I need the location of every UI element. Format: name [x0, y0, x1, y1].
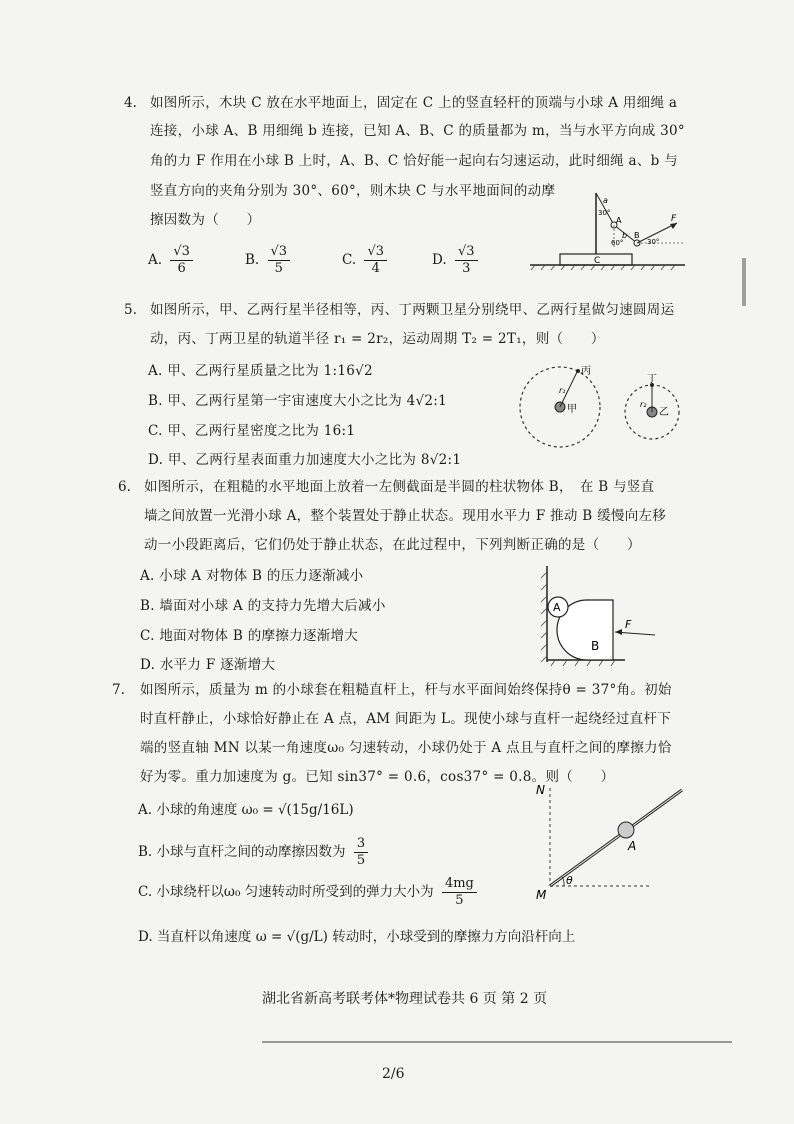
scan-artifact-mark: [742, 258, 746, 306]
q4-number: 4.: [124, 95, 137, 111]
q4-option-a: A. $\frac{√3}{6}$: [148, 244, 193, 277]
q7-option-a-expr: √(15g/16L): [277, 802, 354, 818]
q4-option-b: B. $\frac{√3}{5}$: [245, 244, 290, 277]
q5-line1: 如图所示，甲、乙两行星半径相等，丙、丁两颗卫星分别绕甲、乙两行星做匀速圆周运: [150, 302, 675, 318]
q6-option-b: B. 墙面对小球 A 的支持力先增大后减小: [140, 598, 386, 614]
q7-option-a: A. 小球的角速度 ω₀ = √(15g/16L): [138, 802, 354, 818]
q5-label-r1: r₁: [559, 386, 566, 395]
q6-figure: [535, 562, 665, 668]
q6-option-a: A. 小球 A 对物体 B 的压力逐渐减小: [140, 568, 364, 584]
q4-angle-30: 30°: [598, 209, 611, 217]
q6-label-f: F: [625, 618, 632, 631]
q4-line1: 如图所示，木块 C 放在水平地面上，固定在 C 上的竖直轻杆的顶端与小球 A 用细绳 a: [150, 95, 678, 111]
page-number: 2/6: [382, 1066, 405, 1082]
q4-label-c: C: [594, 256, 601, 266]
q7-label-theta: θ: [566, 874, 573, 887]
q4-label-f: F: [671, 214, 677, 224]
q4-label-b-ball: B: [634, 231, 640, 240]
q4-option-c: C. $\frac{√3}{4}$: [342, 244, 387, 277]
q6-line1: 如图所示，在粗糙的水平地面上放着一左侧截面是半圆的柱状物体 B， 在 B 与竖直: [144, 479, 655, 495]
q7-option-d: D. 当直杆以角速度 ω = √(g/L) 转动时，小球受到的摩擦力方向沿杆向上: [138, 929, 576, 945]
q6-option-c: C. 地面对物体 B 的摩擦力逐渐增大: [140, 628, 359, 644]
q7-rod-inner: [550, 790, 682, 886]
q5-option-d: D. 甲、乙两行星表面重力加速度大小之比为 8√2:1: [148, 452, 462, 468]
q4-option-d: D. $\frac{√3}{3}$: [432, 244, 478, 277]
q5-satellite-bing: [576, 369, 580, 373]
q4-line3: 角的力 F 作用在小球 B 上时，A、B、C 恰好能一起向右匀速运动，此时细绳 a、b 与: [150, 153, 679, 169]
q4-line4: 竖直方向的夹角分别为 30°、60°，则木块 C 与水平地面间的动摩: [150, 183, 556, 199]
q4-label-a-string: a: [603, 196, 608, 205]
q7-label-n: N: [536, 783, 545, 797]
q7-angle-arc: [562, 877, 564, 886]
page-footer: 湖北省新高考联考体*物理试卷共 6 页 第 2 页: [262, 991, 548, 1007]
q7-option-c: C. 小球绕杆以ω₀ 匀速转动时所受到的弹力大小为 $\frac{4mg}{5}$: [138, 876, 477, 909]
q5-number: 5.: [124, 302, 137, 318]
q7-option-b: B. 小球与直杆之间的动摩擦因数为 $\frac{3}{5}$: [138, 836, 368, 869]
q4-line5: 擦因数为（ ）: [150, 212, 261, 228]
q5-figure: [515, 360, 695, 460]
q4-label-b-string: b: [622, 231, 628, 240]
q7-number: 7.: [112, 682, 125, 698]
q6-ground-hatch: [551, 660, 615, 666]
q4-label-a-ball: A: [616, 216, 622, 225]
q7-figure: [530, 778, 690, 903]
q5-option-a: A. 甲、乙两行星质量之比为 1:16√2: [148, 363, 373, 379]
q7-line2: 时直杆静止，小球恰好静止在 A 点，AM 间距为 L。现使小球与直杆一起绕经过直杆下: [140, 711, 672, 727]
q6-label-b: B: [591, 639, 600, 653]
q6-force-arrowhead: [615, 629, 622, 635]
scan-artifact-line: [262, 1041, 732, 1043]
q7-line1: 如图所示，质量为 m 的小球套在粗糙直杆上，杆与水平面间始终保持θ = 37°角。初始: [140, 682, 672, 698]
q6-line3: 动一小段距离后，它们仍处于静止状态，在此过程中，下列判断正确的是（ ）: [144, 537, 641, 553]
q6-label-a: A: [553, 601, 561, 614]
q5-option-c: C. 甲、乙两行星密度之比为 16:1: [148, 423, 356, 439]
q7-label-a: A: [628, 839, 637, 853]
q4-figure: [525, 185, 695, 275]
q5-label-bing: 丙: [581, 366, 591, 377]
q5-label-yi: 乙: [659, 407, 669, 418]
q7-label-m: M: [536, 888, 547, 902]
q7-ball: [618, 822, 634, 838]
q7-line4: 好为零。重力加速度为 g。已知 sin37° = 0.6，cos37° = 0.8。则（ ）: [140, 769, 615, 785]
q6-option-d: D. 水平力 F 逐渐增大: [140, 657, 276, 673]
q5-label-jia: 甲: [567, 404, 577, 415]
q6-number: 6.: [118, 479, 131, 495]
q6-line2: 墙之间放置一光滑小球 A，整个装置处于静止状态。现用水平力 F 推动 B 缓慢向左移: [144, 508, 667, 524]
q7-option-d-expr: √(g/L): [286, 929, 328, 945]
q5-line2: 动，丙、丁两卫星的轨道半径 r₁ = 2r₂，运动周期 T₂ = 2T₁，则（ ）: [150, 331, 605, 347]
q4-angle-30b: 30°: [647, 238, 660, 246]
q5-label-ding: 丁: [647, 374, 657, 385]
q4-line2: 连接，小球 A、B 用细绳 b 连接，已知 A、B、C 的质量都为 m，当与水平方向成 30°: [150, 123, 685, 139]
q4-angle-60: 60°: [611, 239, 624, 247]
q6-wall-hatch: [541, 572, 547, 662]
q5-option-b: B. 甲、乙两行星第一宇宙速度大小之比为 4√2:1: [148, 393, 448, 409]
q5-label-r2: r₂: [640, 400, 647, 409]
q7-line3: 端的竖直轴 MN 以某一角速度ω₀ 匀速转动，小球仍处于 A 点且与直杆之间的摩擦力恰: [140, 740, 672, 756]
